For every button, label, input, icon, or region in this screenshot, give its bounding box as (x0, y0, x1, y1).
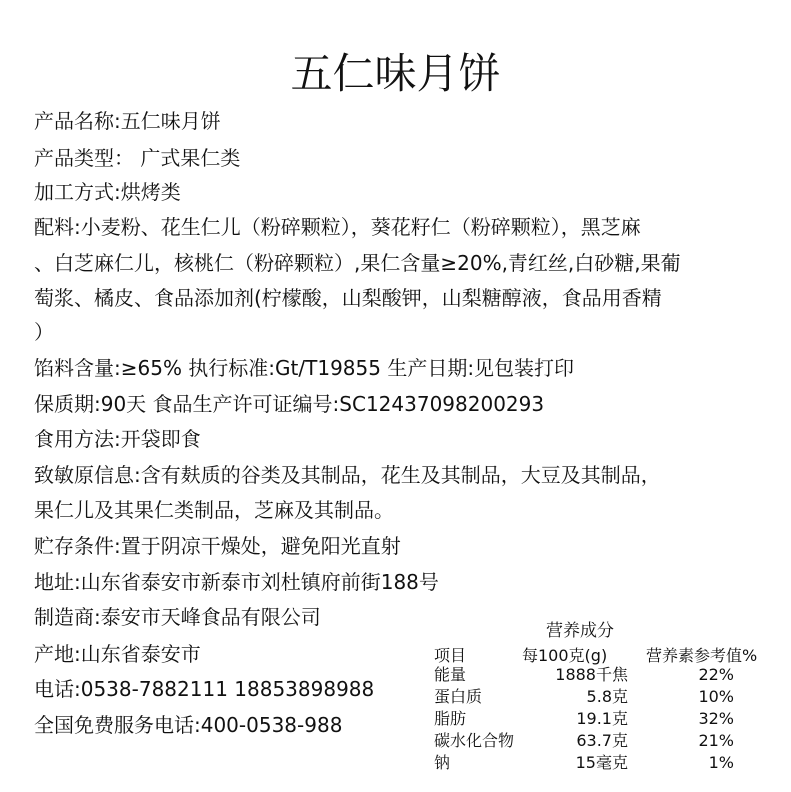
nutrient-value: 19.1克 (576, 709, 628, 728)
phone-line: 电话:0538-7882111 18853898988 (34, 677, 375, 701)
nutrient-value: 63.7克 (576, 731, 628, 750)
product-type-line: 产品类型： 广式果仁类 (34, 146, 241, 170)
shelf-life-license-line: 保质期:90天 食品生产许可证编号:SC12437098200293 (34, 392, 545, 416)
page-title: 五仁味月饼 (290, 49, 501, 98)
nutrient-nrv: 21% (698, 731, 734, 750)
address-line: 地址:山东省泰安市新泰市刘杜镇府前街188号 (34, 570, 439, 594)
nutrient-nrv: 10% (698, 687, 734, 706)
nutrient-nrv: 32% (698, 709, 734, 728)
usage-line: 食用方法:开袋即食 (34, 427, 201, 451)
filling-standard-date-line: 馅料含量:≥65% 执行标准:Gt/T19855 生产日期:见包装打印 (34, 356, 575, 380)
manufacturer-line: 制造商:泰安市天峰食品有限公司 (34, 605, 321, 629)
nutrient-name: 脂肪 (434, 709, 467, 728)
nutrient-nrv: 1% (708, 753, 734, 772)
storage-line: 贮存条件:置于阴凉干燥处，避免阳光直射 (34, 534, 401, 558)
nutrient-value: 1888千焦 (555, 665, 628, 684)
col-per100-header: 每100克(g) (522, 646, 608, 665)
hotline-line: 全国免费服务电话:400-0538-988 (34, 713, 343, 737)
col-nrv-header: 营养素参考值% (646, 646, 758, 665)
ingredients-line-2: 、白芝麻仁儿，核桃仁（粉碎颗粒）,果仁含量≥20%,青红丝,白砂糖,果葡 (34, 251, 681, 275)
nutrient-value: 5.8克 (586, 687, 628, 706)
nutrient-name: 钠 (434, 753, 451, 772)
nutrient-value: 15毫克 (575, 753, 628, 772)
origin-line: 产地:山东省泰安市 (34, 642, 201, 666)
nutrient-name: 蛋白质 (434, 687, 483, 706)
nutrient-nrv: 22% (698, 665, 734, 684)
ingredients-line-3: 萄浆、橘皮、食品添加剂(柠檬酸，山梨酸钾，山梨糖醇液，食品用香精 (34, 286, 662, 310)
allergen-line-1: 致敏原信息:含有麸质的谷类及其制品，花生及其制品，大豆及其制品， (34, 463, 661, 487)
nutrition-heading: 营养成分 (546, 621, 614, 641)
process-line: 加工方式:烘烤类 (34, 180, 181, 204)
ingredients-line-4: ） (34, 320, 54, 344)
col-item-header: 项目 (434, 646, 467, 665)
product-name-line: 产品名称:五仁味月饼 (34, 109, 221, 133)
ingredients-line-1: 配料:小麦粉、花生仁儿（粉碎颗粒），葵花籽仁（粉碎颗粒），黑芝麻 (34, 215, 641, 239)
allergen-line-2: 果仁儿及其果仁类制品，芝麻及其制品。 (34, 498, 394, 522)
nutrient-name: 能量 (434, 665, 467, 684)
nutrient-name: 碳水化合物 (434, 731, 515, 750)
